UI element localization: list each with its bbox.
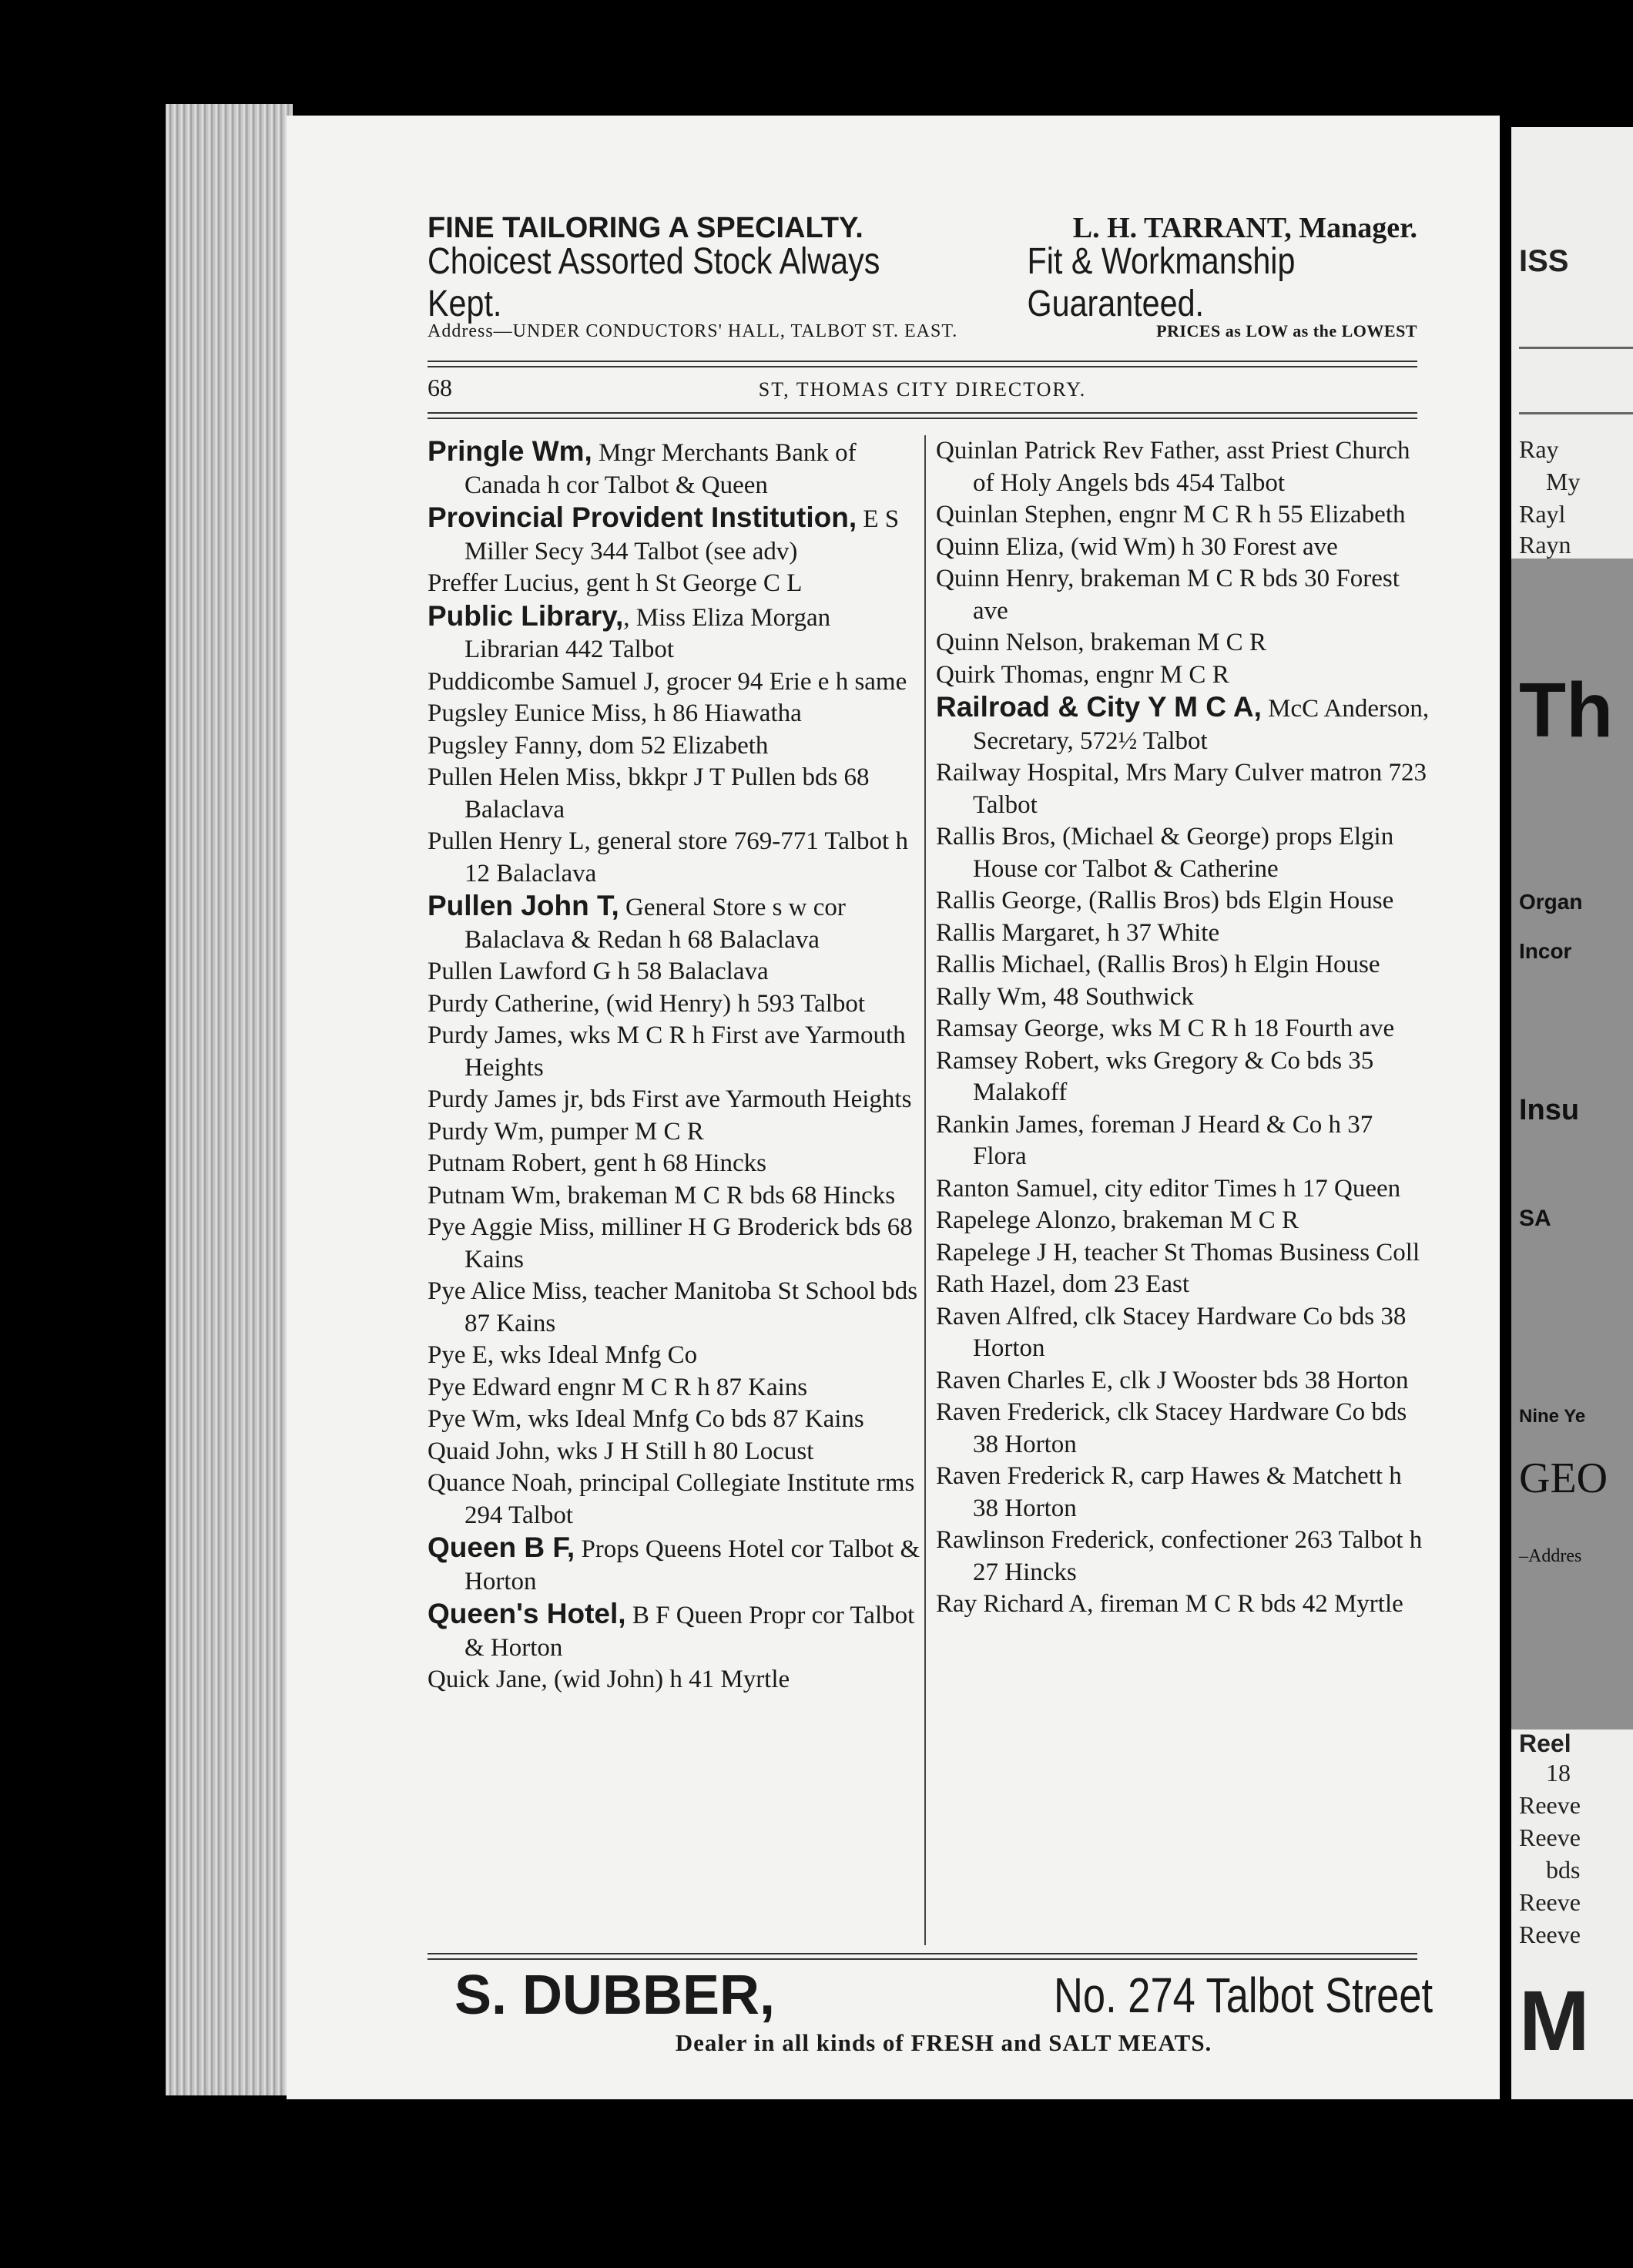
directory-entry [936,1365,1433,1397]
entry-text: Pullen Helen Miss, bkkpr J T Pullen bds 68 Balaclava [428,763,870,824]
directory-entry [936,821,1433,885]
header-rule-bottom [428,412,1417,419]
entry-text: Pye Edward engnr M C R h 87 Kains [428,1373,808,1401]
ad-dubber-name: S. DUBBER, [454,1964,776,2026]
entry-text: Preffer Lucius, gent h St George C L [428,569,803,597]
directory-entry [428,730,924,763]
entry-text: Pugsley Fanny, dom 52 Elizabeth [428,731,769,760]
directory-entry [428,600,924,666]
entry-text: Pye Wm, wks Ideal Mnfg Co bds 87 Kains [428,1405,864,1433]
entry-name: Pringle Wm, [428,435,592,467]
entry-text: Quirk Thomas, engnr M C R [936,660,1229,689]
entry-text: Raven Charles E, clk J Wooster bds 38 Horton [936,1366,1409,1394]
directory-entry [936,563,1433,627]
entry-text: Quinn Eliza, (wid Wm) h 30 Forest ave [936,532,1338,561]
entry-text: Rallis Margaret, h 37 White [936,918,1220,947]
directory-entry [936,1525,1433,1589]
facing-text-18: bds [1546,1856,1581,1884]
directory-entry [428,1020,924,1084]
ad-workmanship-line: Fit & Workmanship Guaranteed. [1027,241,1296,324]
entry-text: , Miss Eliza Morgan Librarian 442 Talbot [464,603,831,663]
directory-entry [936,757,1433,821]
facing-text-2: Ray [1519,435,1559,463]
entry-text: Ranton Samuel, city editor Times h 17 Queen [936,1174,1401,1203]
ad-dubber-address: No. 274 Talbot Street [1053,1968,1433,2023]
entry-text: Quinn Nelson, brakeman M C R [936,629,1266,656]
facing-rule-2 [1519,412,1633,414]
directory-entry [936,627,1433,659]
column-divider [924,435,926,1945]
directory-entry [936,885,1433,918]
directory-entry [936,918,1433,950]
directory-entry [936,659,1433,692]
directory-column-right [936,435,1433,1621]
directory-entry [428,1116,924,1149]
directory-entry [936,1109,1433,1173]
header-rule-top [428,361,1417,367]
directory-entry [936,1269,1433,1301]
facing-text-5: Rayn [1519,531,1571,559]
entry-text: Mngr Merchants Bank of Canada h cor Talbot & Queen [464,439,857,499]
directory-entry [428,1276,924,1340]
facing-text-3: My [1546,468,1581,495]
entry-text: Quick Jane, (wid John) h 41 Myrtle [428,1666,790,1693]
entry-text: Ray Richard A, fireman M C R bds 42 Myrtle [936,1590,1403,1618]
page-number: 68 [428,374,452,401]
entry-text: Putnam Robert, gent h 68 Hincks [428,1149,766,1177]
entry-text: Raven Frederick, clk Stacey Hardware Co bds 38 Horton [936,1398,1407,1458]
directory-entry [936,949,1433,981]
ad-prices: PRICES as LOW as the LOWEST [1156,321,1417,341]
entry-name: Queen B F, [428,1532,575,1563]
entry-text: Rath Hazel, dom 23 East [936,1270,1190,1298]
entry-text: Purdy Wm, pumper M C R [428,1117,704,1146]
entry-text: Pullen Lawford G h 58 Balaclava [428,958,769,985]
facing-text-19: Reeve [1519,1888,1581,1916]
entry-text: Rallis Michael, (Rallis Bros) h Elgin House [936,951,1380,978]
directory-entry [936,435,1433,499]
entry-text: Putnam Wm, brakeman M C R bds 68 Hincks [428,1181,896,1209]
directory-entry [428,956,924,988]
entry-text: Rallis George, (Rallis Bros) bds Elgin House [936,887,1394,914]
entry-text: General Store s w cor Balaclava & Redan h 68 Balaclava [464,894,846,954]
ad-stock-line: Choicest Assorted Stock Always Kept. [428,241,880,324]
page-header [428,374,1417,404]
running-head: ST, THOMAS CITY DIRECTORY. [758,378,1087,401]
ad-address: Address—UNDER CONDUCTORS' HALL, TALBOT ST. EAST. [428,320,958,341]
entry-text: Pullen Henry L, general store 769-771 Talbot h 12 Balaclava [428,827,908,887]
facing-text-10: SA [1519,1206,1551,1231]
directory-entry [428,698,924,730]
facing-text-16: Reeve [1519,1791,1581,1819]
directory-entry [428,988,924,1021]
entry-text: McC Anderson, Secretary, 572½ Talbot [973,695,1430,755]
entry-name: Railroad & City Y M C A, [936,691,1262,723]
entry-text: Rally Wm, 48 Southwick [936,982,1194,1011]
directory-entry [428,1468,924,1532]
directory-entry [428,1598,924,1664]
directory-entry [428,568,924,600]
bottom-advertisement [454,1964,1433,2057]
directory-entry [428,1180,924,1213]
entry-text: Ramsay George, wks M C R h 18 Fourth ave [936,1015,1395,1042]
directory-entry [936,499,1433,532]
entry-text: Raven Frederick R, carp Hawes & Matchett h 38 Horton [936,1462,1402,1522]
entry-text: Puddicombe Samuel J, grocer 94 Erie e h same [428,667,907,696]
directory-entry [428,890,924,956]
facing-text-12: GEO [1519,1454,1608,1502]
directory-entry [428,1372,924,1404]
entry-text: Purdy James, wks M C R h First ave Yarmouth Heights [428,1022,906,1082]
directory-entry [936,1589,1433,1621]
facing-text-15: 18 [1546,1759,1571,1787]
facing-text-7: Organ [1519,890,1583,914]
directory-entry [936,691,1433,757]
directory-entry [428,1212,924,1276]
entry-text: E S Miller Secy 344 Talbot (see adv) [464,505,900,565]
entry-text: Rapelege J H, teacher St Thomas Business Coll [936,1238,1420,1267]
entry-text: Pugsley Eunice Miss, h 86 Hiawatha [428,700,802,727]
entry-text: Pye Alice Miss, teacher Manitoba St School bds 87 Kains [428,1277,918,1337]
entry-text: Rankin James, foreman J Heard & Co h 37 Flora [936,1110,1373,1170]
entry-text: Purdy Catherine, (wid Henry) h 593 Talbot [428,989,866,1018]
facing-text-6: Th [1519,667,1614,753]
directory-entry [936,1237,1433,1270]
directory-entry [936,1013,1433,1045]
directory-entry [936,981,1433,1014]
entry-name: Public Library, [428,599,624,632]
entry-text: Railway Hospital, Mrs Mary Culver matron 723 Talbot [936,759,1427,819]
directory-entry [936,1173,1433,1206]
ad-manager-name: L. H. TARRANT, Manager. [1072,212,1417,244]
entry-name: Queen's Hotel, [428,1598,626,1629]
entry-text: Quinn Henry, brakeman M C R bds 30 Forest ave [936,565,1400,625]
directory-entry [428,1404,924,1436]
facing-page [1511,127,1633,2099]
facing-text-11: Nine Ye [1519,1406,1586,1427]
entry-text: Props Queens Hotel cor Talbot & Horton [464,1535,920,1595]
facing-text-17: Reeve [1519,1823,1581,1851]
directory-entry [428,1340,924,1372]
entry-text: Rallis Bros, (Michael & George) props Elgin House cor Talbot & Catherine [936,823,1394,883]
directory-column-left [428,435,924,1696]
directory-entry [428,435,924,502]
directory-entry [428,1532,924,1598]
directory-entry [428,1084,924,1116]
entry-text: Raven Alfred, clk Stacey Hardware Co bds 38 Horton [936,1302,1407,1362]
entry-text: Quinlan Patrick Rev Father, asst Priest Church of Holy Angels bds 454 Talbot [936,437,1410,497]
entry-text: Quinlan Stephen, engnr M C R h 55 Elizabeth [936,501,1406,528]
entry-text: Purdy James jr, bds First ave Yarmouth Heights [428,1085,912,1113]
directory-entry [428,1436,924,1468]
entry-text: Pye E, wks Ideal Mnfg Co [428,1341,698,1369]
entry-text: B F Queen Propr cor Talbot & Horton [464,1602,915,1662]
facing-text-1: ISS [1519,244,1569,278]
entry-name: Pullen John T, [428,890,619,921]
facing-text-20: Reeve [1519,1921,1581,1948]
facing-text-13: –Addres [1519,1546,1582,1566]
facing-text-8: Incor [1519,939,1572,963]
facing-text-4: Rayl [1519,500,1566,528]
entry-text: Pye Aggie Miss, milliner H G Broderick bds 68 Kains [428,1213,913,1273]
top-advertisement [428,208,1417,344]
entry-text: Quaid John, wks J H Still h 80 Locust [428,1437,814,1465]
facing-text-21: M [1519,1974,1590,2068]
facing-rule [1519,347,1633,349]
directory-entry [936,1045,1433,1109]
ad-dubber-tagline: Dealer in all kinds of FRESH and SALT MEATS. [675,2029,1212,2056]
directory-entry [936,1205,1433,1237]
facing-text-9: Insu [1519,1094,1580,1126]
footer-rule [428,1953,1417,1960]
directory-entry [428,1148,924,1180]
entry-name: Provincial Provident Institution, [428,502,857,533]
directory-entry [936,1397,1433,1461]
entry-text: Ramsey Robert, wks Gregory & Co bds 35 Malakoff [936,1046,1374,1106]
facing-text-14: Reel [1519,1730,1571,1757]
directory-entry [936,1461,1433,1525]
entry-text: Rawlinson Frederick, confectioner 263 Talbot h 27 Hincks [936,1526,1423,1586]
ad-tailoring-headline: FINE TAILORING A SPECIALTY. [428,211,863,244]
directory-entry [428,762,924,826]
directory-entry [936,1301,1433,1365]
entry-text: Rapelege Alonzo, brakeman M C R [936,1206,1299,1234]
directory-entry [428,666,924,699]
directory-entry [428,502,924,568]
directory-entry [428,1664,924,1696]
entry-text: Quance Noah, principal Collegiate Institute rms 294 Talbot [428,1469,915,1529]
directory-entry [936,532,1433,564]
book-page-edges [166,104,293,2095]
directory-entry [428,826,924,890]
